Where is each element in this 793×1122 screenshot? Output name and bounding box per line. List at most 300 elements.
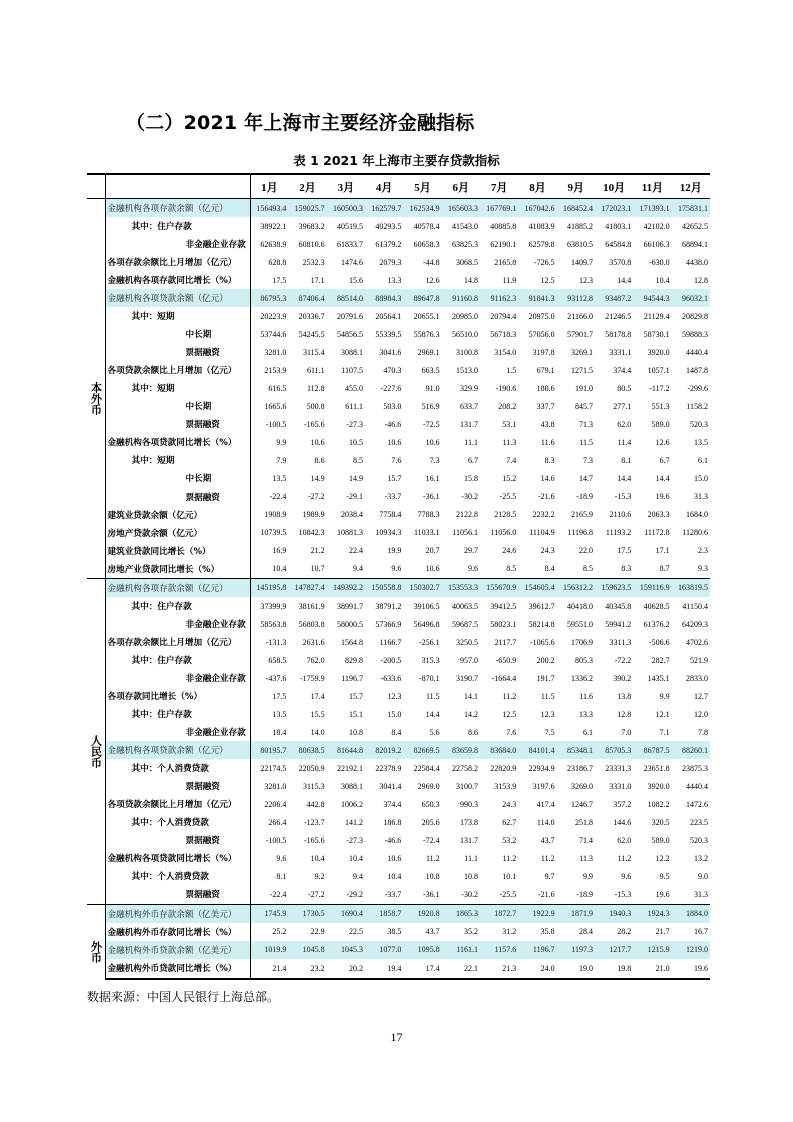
value-cell: 191.0 xyxy=(574,383,593,393)
value-cell: 1908.9 xyxy=(264,510,287,520)
value-cell: 11.5 xyxy=(540,691,555,701)
month-header: 12月 xyxy=(672,174,710,199)
value-cell: -227.6 xyxy=(380,383,402,393)
value-cell: 18.4 xyxy=(272,727,287,737)
value-cell: 9.6 xyxy=(467,564,478,574)
value-cell: 28.4 xyxy=(578,927,593,937)
value-cell: 11.1 xyxy=(464,853,478,863)
value-cell: 11056.0 xyxy=(490,528,517,538)
value-cell: -165.6 xyxy=(303,835,325,845)
value-cell: 11104.9 xyxy=(529,528,555,538)
value-cell: 15.0 xyxy=(387,709,402,719)
value-cell: 22174.5 xyxy=(260,763,287,773)
value-cell: 7.6 xyxy=(506,727,517,737)
value-cell: 20655.1 xyxy=(413,311,440,321)
value-cell: 14.9 xyxy=(348,473,363,483)
value-cell: 144.6 xyxy=(613,817,632,827)
value-cell: 17.5 xyxy=(272,691,287,701)
value-cell: 20223.9 xyxy=(260,311,287,321)
table-row xyxy=(87,669,710,687)
value-cell: 2631.6 xyxy=(302,637,325,647)
table-row xyxy=(87,397,710,415)
value-cell: 251.8 xyxy=(574,817,593,827)
value-cell: -46.6 xyxy=(384,835,402,845)
value-cell: 61379.2 xyxy=(375,239,402,249)
value-cell: 82669.5 xyxy=(403,741,441,759)
value-cell: -27.3 xyxy=(346,419,363,429)
row-label: 金融机构各项贷款同比增长（%） xyxy=(105,849,250,867)
value-cell: 7.6 xyxy=(391,455,402,465)
value-cell: 2153.9 xyxy=(264,365,287,375)
value-cell: 39106.5 xyxy=(413,601,440,611)
value-cell: 16.1 xyxy=(425,473,440,483)
value-cell: 12.7 xyxy=(694,691,708,701)
value-cell: 11033.1 xyxy=(413,528,440,538)
value-cell: 21.7 xyxy=(655,927,670,937)
value-cell: 180.6 xyxy=(536,383,555,393)
value-cell: 520.3 xyxy=(690,835,708,845)
value-cell: 1077.0 xyxy=(365,941,403,959)
value-cell: 14.6 xyxy=(540,473,555,483)
header-corner xyxy=(87,174,105,199)
value-cell: 11.2 xyxy=(617,853,632,863)
value-cell: -30.2 xyxy=(461,492,478,501)
value-cell: 64584.8 xyxy=(605,239,632,249)
table-row xyxy=(87,741,710,759)
value-cell: 8.3 xyxy=(544,455,555,465)
value-cell: 1989.9 xyxy=(302,510,325,520)
value-cell: 2.3 xyxy=(698,546,708,556)
value-cell: 1196.7 xyxy=(518,941,556,959)
value-cell: 159623.5 xyxy=(595,578,633,597)
value-cell: -726.5 xyxy=(533,257,555,267)
value-cell: 25.2 xyxy=(272,927,287,937)
value-cell: 10.4 xyxy=(272,564,287,574)
value-cell: 22.5 xyxy=(348,927,363,937)
value-cell: 7788.3 xyxy=(417,510,440,520)
value-cell: 589.0 xyxy=(651,835,670,845)
table-row xyxy=(87,451,710,469)
value-cell: 663.5 xyxy=(421,365,440,375)
value-cell: 24.3 xyxy=(540,546,555,556)
value-cell: 4440.4 xyxy=(686,347,708,357)
value-cell: -18.9 xyxy=(576,492,593,501)
value-cell: 12.0 xyxy=(694,709,708,719)
value-cell: 68894.1 xyxy=(682,239,708,249)
value-cell: -29.1 xyxy=(346,492,363,501)
table-row xyxy=(87,633,710,651)
value-cell: 11.6 xyxy=(579,691,593,701)
value-cell: 10.8 xyxy=(348,727,363,737)
value-cell: 91162.3 xyxy=(480,289,518,307)
value-cell: 8.5 xyxy=(352,455,363,465)
value-cell: 160500.3 xyxy=(327,199,365,218)
value-cell: 81644.8 xyxy=(327,741,365,759)
value-cell: 1107.5 xyxy=(341,365,363,375)
value-cell: 37399.9 xyxy=(260,601,287,611)
value-cell: 1166.7 xyxy=(379,637,402,647)
value-cell: 1006.2 xyxy=(340,799,363,809)
value-cell: 15.6 xyxy=(348,275,363,285)
value-cell: 35.8 xyxy=(540,927,555,937)
value-cell: 43.8 xyxy=(540,419,555,429)
value-cell: 39412.5 xyxy=(490,601,517,611)
value-cell: 9.9 xyxy=(276,437,287,447)
value-cell: 12.3 xyxy=(578,275,593,285)
value-cell: 85705.3 xyxy=(595,741,633,759)
value-cell: 2232.2 xyxy=(532,510,555,520)
table-row xyxy=(87,217,710,235)
row-label: 其中：个人消费贷款 xyxy=(105,759,250,777)
value-cell: 12.5 xyxy=(502,709,517,719)
value-cell: -165.6 xyxy=(303,419,325,429)
value-cell: 41543.0 xyxy=(451,221,478,231)
value-cell: 147827.4 xyxy=(288,578,326,597)
value-cell: 1057.1 xyxy=(647,365,670,375)
value-cell: 551.3 xyxy=(651,401,670,411)
value-cell: 1690.4 xyxy=(327,904,365,923)
value-cell: 62638.9 xyxy=(260,239,287,249)
value-cell: 53744.6 xyxy=(260,329,287,339)
table-row xyxy=(87,379,710,397)
value-cell: 11280.6 xyxy=(682,528,708,538)
value-cell: 114.0 xyxy=(536,817,555,827)
value-cell: 186.8 xyxy=(383,817,402,827)
value-cell: 1246.7 xyxy=(570,799,593,809)
value-cell: 1684.0 xyxy=(686,510,708,520)
value-cell: 520.3 xyxy=(690,419,708,429)
value-cell: 22.1 xyxy=(442,959,480,979)
value-cell: 200.2 xyxy=(536,655,555,665)
value-cell: 4702.6 xyxy=(686,637,708,647)
value-cell: 7.5 xyxy=(544,727,555,737)
value-cell: 88514.0 xyxy=(327,289,365,307)
value-cell: 3920.0 xyxy=(647,781,670,791)
table-row xyxy=(87,615,710,633)
value-cell: 1197.3 xyxy=(557,941,595,959)
value-cell: 9.3 xyxy=(698,564,708,574)
row-label: 其中：短期 xyxy=(105,307,250,325)
value-cell: 1045.8 xyxy=(288,941,326,959)
value-cell: 1196.7 xyxy=(341,673,363,683)
value-cell: 91160.8 xyxy=(442,289,480,307)
value-cell: 15.0 xyxy=(694,473,708,483)
value-cell: -72.2 xyxy=(614,655,632,665)
value-cell: 17.5 xyxy=(617,546,632,556)
value-cell: 83684.0 xyxy=(480,741,518,759)
value-cell: 20829.8 xyxy=(682,311,708,321)
value-cell: 38991.7 xyxy=(336,601,363,611)
value-cell: 7.1 xyxy=(659,727,670,737)
value-cell: -506.6 xyxy=(648,637,670,647)
value-cell: 88984.3 xyxy=(365,289,403,307)
value-cell: 168452.4 xyxy=(557,199,595,218)
value-cell: 58730.1 xyxy=(643,329,670,339)
value-cell: 442.8 xyxy=(306,799,325,809)
value-cell: 150302.7 xyxy=(403,578,441,597)
value-cell: 10.7 xyxy=(310,564,325,574)
value-cell: 957.0 xyxy=(459,655,478,665)
row-label: 中长期 xyxy=(105,397,250,415)
value-cell: 58563.8 xyxy=(260,619,287,629)
value-cell: 38161.9 xyxy=(298,601,325,611)
value-cell: 56510.0 xyxy=(451,329,478,339)
value-cell: 589.0 xyxy=(651,419,670,429)
value-cell: 20794.4 xyxy=(490,311,517,321)
value-cell: 9.5 xyxy=(659,871,670,881)
row-label: 票据融资 xyxy=(105,343,250,361)
value-cell: 22.9 xyxy=(310,927,325,937)
value-cell: 55876.3 xyxy=(413,329,440,339)
value-cell: 63810.5 xyxy=(566,239,593,249)
value-cell: 58214.8 xyxy=(528,619,555,629)
value-cell: -33.7 xyxy=(384,492,402,501)
table-row xyxy=(87,904,710,923)
value-cell: 42102.0 xyxy=(643,221,670,231)
value-cell: 11.6 xyxy=(540,437,555,447)
value-cell: 9.6 xyxy=(621,871,632,881)
row-label: 房地产贷款余额（亿元） xyxy=(105,524,250,542)
value-cell: 10.6 xyxy=(310,437,325,447)
table-row xyxy=(87,271,710,289)
value-cell: 145195.8 xyxy=(250,578,288,597)
value-cell: 40293.5 xyxy=(375,221,402,231)
value-cell: 59888.3 xyxy=(682,329,708,339)
value-cell: 503.0 xyxy=(383,401,402,411)
value-cell: 20564.1 xyxy=(375,311,402,321)
value-cell: 3041.6 xyxy=(379,347,402,357)
table-row xyxy=(87,813,710,831)
value-cell: 86787.5 xyxy=(633,741,671,759)
value-cell: 14.9 xyxy=(310,473,325,483)
value-cell: 805.3 xyxy=(574,655,593,665)
value-cell: -100.5 xyxy=(265,835,287,845)
value-cell: 131.7 xyxy=(459,419,478,429)
value-cell: 11196.8 xyxy=(567,528,593,538)
row-label: 票据融资 xyxy=(105,885,250,904)
value-cell: 1157.6 xyxy=(480,941,518,959)
value-cell: 14.4 xyxy=(655,473,670,483)
row-label: 金融机构各项存款余额（亿元） xyxy=(105,199,250,218)
value-cell: 43.7 xyxy=(425,927,440,937)
data-source-note: 数据来源：中国人民银行上海总部。 xyxy=(87,990,280,1004)
value-cell: 9.2 xyxy=(314,871,325,881)
value-cell: 11.2 xyxy=(425,853,440,863)
value-cell: 374.4 xyxy=(613,365,632,375)
value-cell: 13.3 xyxy=(387,275,402,285)
value-cell: 31.3 xyxy=(694,492,708,501)
table-row xyxy=(87,542,710,560)
value-cell: 42652.5 xyxy=(682,221,708,231)
row-label: 金融机构外币存款余额（亿美元） xyxy=(105,904,250,923)
value-cell: 845.7 xyxy=(574,401,593,411)
value-cell: 11056.1 xyxy=(452,528,478,538)
value-cell: 1745.9 xyxy=(250,904,288,923)
value-cell: 20.2 xyxy=(327,959,365,979)
value-cell: 40345.8 xyxy=(605,601,632,611)
value-cell: 17.4 xyxy=(403,959,441,979)
value-cell: 40519.5 xyxy=(336,221,363,231)
value-cell: 516.9 xyxy=(421,401,440,411)
value-cell: 500.8 xyxy=(306,401,325,411)
value-cell: 175831.1 xyxy=(672,199,710,218)
table-row xyxy=(87,506,710,524)
value-cell: 762.0 xyxy=(306,655,325,665)
value-cell: 20.7 xyxy=(425,546,440,556)
value-cell: 10.6 xyxy=(425,437,440,447)
value-cell: 12.3 xyxy=(540,709,555,719)
value-cell: -21.6 xyxy=(537,492,555,501)
table-row xyxy=(87,199,710,218)
value-cell: 13.3 xyxy=(578,709,593,719)
value-cell: 829.8 xyxy=(344,655,363,665)
value-cell: 14.8 xyxy=(463,275,478,285)
table-row xyxy=(87,849,710,867)
value-cell: 8.6 xyxy=(314,455,325,465)
row-label: 各项存款同比增长（%） xyxy=(105,687,250,705)
value-cell: 3190.7 xyxy=(455,673,478,683)
row-label: 金融机构外币贷款余额（亿美元） xyxy=(105,941,250,959)
value-cell: 59687.5 xyxy=(451,619,478,629)
value-cell: 22.4 xyxy=(348,546,363,556)
value-cell: 31.3 xyxy=(694,889,708,899)
value-cell: 455.0 xyxy=(344,383,363,393)
value-cell: 3197.8 xyxy=(532,347,555,357)
value-cell: 149392.2 xyxy=(327,578,365,597)
value-cell: 56496.8 xyxy=(413,619,440,629)
value-cell: 1219.0 xyxy=(672,941,710,959)
value-cell: -190.6 xyxy=(495,383,517,393)
value-cell: 21.0 xyxy=(633,959,671,979)
value-cell: 58000.5 xyxy=(336,619,363,629)
value-cell: 628.8 xyxy=(268,257,287,267)
table-row xyxy=(87,560,710,579)
value-cell: 17.5 xyxy=(272,275,287,285)
value-cell: 633.7 xyxy=(459,401,478,411)
value-cell: -299.6 xyxy=(687,383,708,393)
value-cell: 1858.7 xyxy=(365,904,403,923)
month-header: 6月 xyxy=(442,174,480,199)
value-cell: 10.5 xyxy=(348,437,363,447)
value-cell: 172023.1 xyxy=(595,199,633,218)
value-cell: 3100.8 xyxy=(455,347,478,357)
value-cell: 10.6 xyxy=(425,564,440,574)
value-cell: 1045.3 xyxy=(327,941,365,959)
value-cell: 1865.3 xyxy=(442,904,480,923)
value-cell: 20975.0 xyxy=(528,311,555,321)
value-cell: 2532.3 xyxy=(302,257,325,267)
value-cell: -46.6 xyxy=(384,419,402,429)
value-cell: -25.5 xyxy=(499,889,517,899)
row-label: 票据融资 xyxy=(105,831,250,849)
value-cell: 60810.6 xyxy=(298,239,325,249)
value-cell: 3281.0 xyxy=(264,347,287,357)
value-cell: 1665.6 xyxy=(264,401,287,411)
row-label: 其中：短期 xyxy=(105,451,250,469)
value-cell: 12.8 xyxy=(617,709,632,719)
value-cell: 3331.1 xyxy=(609,347,632,357)
value-cell: -22.4 xyxy=(269,492,287,501)
value-cell: 8.1 xyxy=(621,455,632,465)
value-cell: 14.4 xyxy=(617,473,632,483)
value-cell: 43.7 xyxy=(540,835,555,845)
row-label: 非金融企业存款 xyxy=(105,615,250,633)
value-cell: 3269.0 xyxy=(570,781,593,791)
table-row xyxy=(87,941,710,959)
value-cell: 14.2 xyxy=(463,709,478,719)
value-cell: -633.6 xyxy=(380,673,402,683)
value-cell: 3115.4 xyxy=(302,347,325,357)
value-cell: 162534.9 xyxy=(403,199,441,218)
value-cell: 58023.1 xyxy=(490,619,517,629)
value-cell: 3153.9 xyxy=(494,781,517,791)
value-cell: 80638.5 xyxy=(288,741,326,759)
value-cell: 154605.4 xyxy=(518,578,556,597)
value-cell: 96032.1 xyxy=(672,289,710,307)
value-cell: -22.4 xyxy=(269,889,287,899)
value-cell: 21129.4 xyxy=(643,311,670,321)
value-cell: 40628.5 xyxy=(643,601,670,611)
value-cell: 521.9 xyxy=(690,655,708,665)
value-cell: 9.0 xyxy=(698,871,708,881)
row-label: 金融机构各项贷款余额（亿元） xyxy=(105,741,250,759)
value-cell: 60658.3 xyxy=(413,239,440,249)
value-cell: -437.6 xyxy=(265,673,287,683)
month-header: 1月 xyxy=(250,174,288,199)
table-row xyxy=(87,867,710,885)
value-cell: 679.1 xyxy=(536,365,555,375)
value-cell: 12.5 xyxy=(540,275,555,285)
value-cell: 6.7 xyxy=(467,455,478,465)
value-cell: 2128.5 xyxy=(494,510,517,520)
table-caption: 表 1 2021 年上海市主要存贷款指标 xyxy=(293,153,500,168)
value-cell: -36.1 xyxy=(422,492,440,501)
value-cell: 22758.2 xyxy=(451,763,478,773)
value-cell: 3068.5 xyxy=(455,257,478,267)
table-row xyxy=(87,433,710,451)
value-cell: 20336.7 xyxy=(298,311,325,321)
value-cell: 3088.1 xyxy=(340,347,363,357)
value-cell: 329.9 xyxy=(459,383,478,393)
value-cell: -650.9 xyxy=(495,655,517,665)
value-cell: 61376.2 xyxy=(643,619,670,629)
value-cell: 38922.1 xyxy=(260,221,287,231)
value-cell: 7.8 xyxy=(698,727,708,737)
value-cell: 650.3 xyxy=(421,799,440,809)
value-cell: 3250.5 xyxy=(455,637,478,647)
value-cell: 2079.3 xyxy=(379,257,402,267)
value-cell: 11.4 xyxy=(617,437,632,447)
value-cell: 3281.0 xyxy=(264,781,287,791)
row-label: 房地产业贷款同比增长（%） xyxy=(105,560,250,579)
value-cell: 21.2 xyxy=(310,546,325,556)
row-label: 中长期 xyxy=(105,325,250,343)
value-cell: 93487.2 xyxy=(595,289,633,307)
row-label: 其中：个人消费贷款 xyxy=(105,867,250,885)
value-cell: 89647.8 xyxy=(403,289,441,307)
value-cell: 2063.3 xyxy=(647,510,670,520)
value-cell: 1564.8 xyxy=(340,637,363,647)
table-row xyxy=(87,307,710,325)
value-cell: 150558.8 xyxy=(365,578,403,597)
value-cell: -30.2 xyxy=(461,889,478,899)
table-row xyxy=(87,488,710,506)
value-cell: 5.6 xyxy=(429,727,440,737)
table-row xyxy=(87,705,710,723)
value-cell: 1336.2 xyxy=(570,673,593,683)
value-cell: 9.6 xyxy=(391,564,402,574)
month-header: 9月 xyxy=(557,174,595,199)
